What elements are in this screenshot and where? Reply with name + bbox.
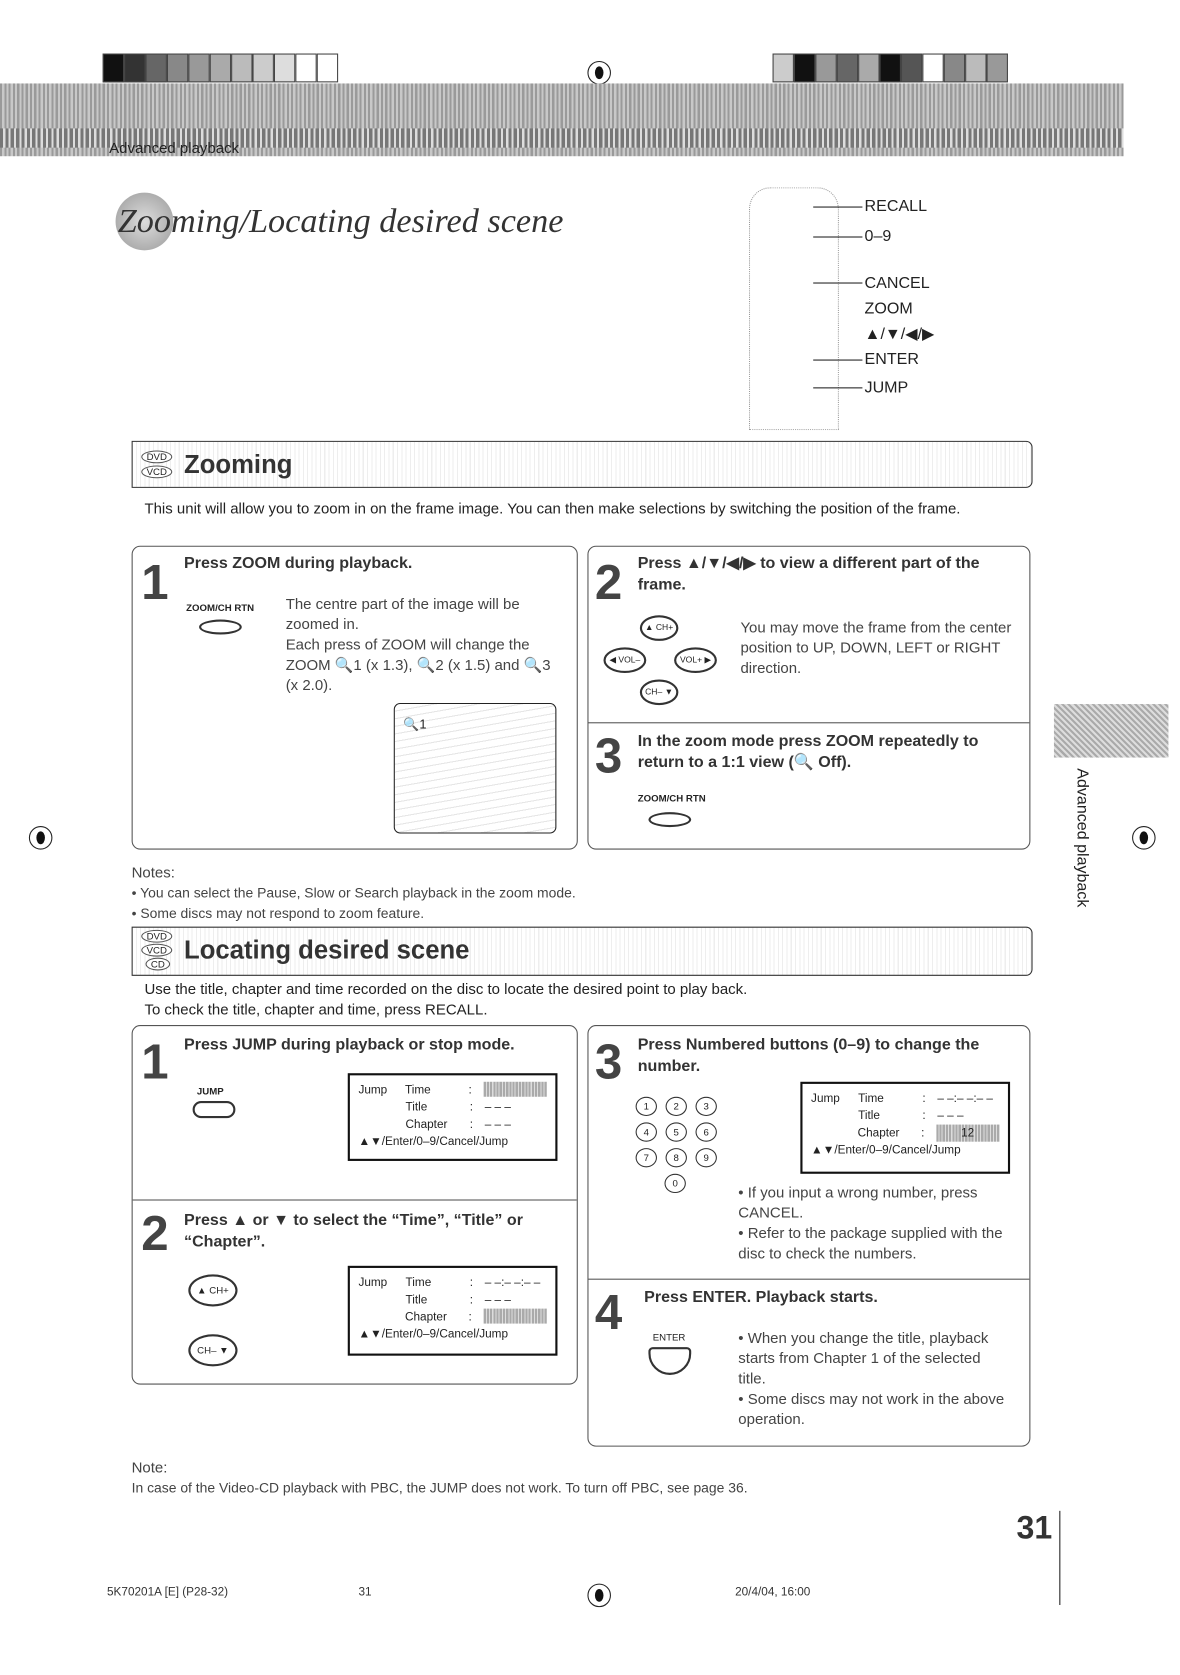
enter-button-icon (648, 1347, 691, 1375)
key-3-icon: 3 (696, 1097, 717, 1116)
callout-line (813, 387, 862, 388)
zoom-button-label: ZOOM/CH RTN (637, 792, 706, 804)
cd-badge: CD (146, 958, 171, 971)
osd-value: – – – (484, 1293, 511, 1307)
step-heading: Press ZOOM during playback. (184, 554, 413, 573)
key-0-icon: 0 (664, 1174, 685, 1193)
zooming-intro: This unit will allow you to zoom in on the frame image. You can then make selections by switching the position of the frame. (144, 499, 961, 517)
note-item: • You can select the Pause, Slow or Search playback in the zoom mode. (131, 884, 576, 901)
key-2-icon: 2 (666, 1097, 687, 1116)
step-heading: Press Numbered buttons (0–9) to change the number. (637, 1035, 980, 1076)
callout-line (813, 360, 862, 361)
remote-label-enter: ENTER (864, 349, 919, 369)
callout-line (813, 207, 862, 208)
callout-line (813, 282, 862, 283)
footer-date: 20/4/04, 16:00 (735, 1585, 811, 1599)
step-number: 4 (594, 1284, 623, 1340)
divider (589, 1279, 1030, 1280)
vol-right-button-icon: VOL+ ▶ (674, 647, 717, 673)
zooming-notes (132, 862, 576, 923)
footer-code: 5K70201A [E] (P28-32) (107, 1585, 229, 1599)
dvd-badge: DVD (141, 930, 172, 943)
remote-label-jump: JUMP (864, 378, 909, 397)
dvd-badge: DVD (141, 450, 172, 463)
osd-highlight (483, 1309, 547, 1324)
step-bullets (738, 1182, 1018, 1263)
bullet: • Refer to the package supplied with the disc to check the numbers. (738, 1224, 1003, 1262)
step-text: You may move the frame from the center position to UP, DOWN, LEFT or RIGHT direction. (740, 618, 1012, 677)
key-5-icon: 5 (666, 1122, 687, 1141)
ch-up-button-icon: ▲ CH+ (640, 615, 679, 641)
osd-label: Chapter (404, 1310, 447, 1324)
key-1-icon: 1 (636, 1097, 657, 1116)
osd-chapter-value: 12 (936, 1125, 1000, 1142)
jump-osd-step3 (800, 1082, 1010, 1174)
step-number: 2 (141, 1204, 169, 1261)
note-item: • Some discs may not respond to zoom feature. (131, 905, 425, 922)
ch-down-button-icon: CH– ▼ (188, 1334, 237, 1366)
key-9-icon: 9 (696, 1148, 717, 1167)
vol-left-button-icon: ◀ VOL– (603, 647, 646, 673)
divider (133, 1199, 577, 1200)
section-heading: Zooming (184, 450, 293, 480)
osd-colon: : (469, 1293, 474, 1307)
side-tab-label: Advanced playback (1073, 768, 1092, 908)
step-number: 2 (594, 554, 623, 610)
osd-label: Time (858, 1092, 884, 1106)
remote-label-cancel: CANCEL (864, 273, 930, 293)
osd-value: – –:– –:– – (937, 1092, 993, 1106)
note-title: Note: (131, 1458, 168, 1476)
bullet: • When you change the title, playback starts from Chapter 1 of the selected title. (738, 1328, 989, 1387)
osd-value: – –:– –:– – (484, 1276, 541, 1290)
intro-line: To check the title, chapter and time, press RECALL. (144, 1000, 488, 1018)
step-text-2: Each press of ZOOM will change the ZOOM 🔍1 (x 1.3), 🔍2 (x 1.5) and 🔍3 (x 2.0). (285, 635, 551, 694)
bullet: • If you input a wrong number, press CANCEL. (738, 1183, 978, 1221)
osd-label: Title (858, 1109, 880, 1123)
note-text: In case of the Video-CD playback with PBC, the JUMP does not work. To turn off PBC, see page 36. (131, 1479, 748, 1496)
color-bars-left (103, 54, 338, 83)
zoom-button-icon (199, 620, 242, 635)
osd-colon: : (921, 1126, 925, 1140)
color-bars-right (773, 54, 1008, 83)
step-heading: Press ▲/▼/◀/▶ to view a different part of the frame. (637, 554, 980, 594)
locating-intro (144, 979, 747, 1020)
step-bullets (738, 1328, 1006, 1430)
step-heading: Press JUMP during playback or stop mode. (184, 1035, 515, 1054)
remote-label-arrows: ▲/▼/◀/▶ (864, 325, 935, 344)
page-number: 31 (1016, 1510, 1053, 1547)
zoom-step-1 (132, 546, 578, 850)
locating-heading-bar (132, 927, 1033, 976)
osd-highlight (483, 1082, 547, 1097)
vcd-badge: VCD (141, 944, 172, 957)
osd-label: Jump (358, 1083, 388, 1097)
osd-label: Time (405, 1276, 432, 1290)
osd-label: Chapter (857, 1126, 900, 1140)
zoom-indicator: 🔍1 (403, 716, 427, 732)
jump-osd-step2 (348, 1266, 558, 1356)
number-keypad (636, 1092, 743, 1195)
step-heading: Press ENTER. Playback starts. (644, 1288, 878, 1307)
step-text (286, 594, 566, 696)
osd-label: Time (404, 1083, 431, 1097)
key-7-icon: 7 (636, 1148, 657, 1167)
divider (1059, 1511, 1060, 1605)
registration-mark-icon (587, 61, 611, 85)
callout-line (813, 236, 862, 237)
locate-step-3-4 (587, 1025, 1030, 1447)
divider (589, 722, 1030, 723)
notes-title: Notes: (131, 863, 175, 881)
osd-help: ▲▼/Enter/0–9/Cancel/Jump (358, 1327, 509, 1341)
ch-down-button-icon: CH– ▼ (640, 679, 679, 705)
zoom-step-2-3 (587, 546, 1030, 850)
section-heading: Locating desired scene (184, 936, 470, 966)
step-number: 3 (594, 1033, 623, 1090)
osd-colon: : (468, 1083, 472, 1097)
osd-colon: : (922, 1109, 926, 1123)
registration-mark-icon (29, 826, 53, 850)
osd-label: Title (405, 1293, 428, 1307)
osd-help: ▲▼/Enter/0–9/Cancel/Jump (358, 1135, 509, 1149)
remote-control-illustration (749, 187, 839, 430)
osd-label: Title (405, 1101, 428, 1114)
osd-colon: : (469, 1118, 474, 1131)
footer-page: 31 (358, 1585, 372, 1599)
side-tab (1054, 704, 1168, 758)
osd-colon: : (469, 1101, 474, 1114)
jump-button-icon (193, 1101, 236, 1118)
osd-label: Chapter (405, 1118, 448, 1131)
osd-value: – – – (484, 1101, 511, 1114)
step-number: 1 (141, 554, 169, 610)
intro-line: Use the title, chapter and time recorded on the disc to locate the desired point to play back. (144, 980, 748, 998)
ch-up-button-icon: ▲ CH+ (188, 1274, 237, 1306)
vcd-badge: VCD (141, 465, 172, 478)
remote-label-zoom: ZOOM (864, 299, 913, 318)
remote-label-digits: 0–9 (864, 226, 892, 246)
jump-button-label: JUMP (196, 1086, 224, 1097)
enter-button-label: ENTER (652, 1332, 686, 1343)
zoom-screen-illustration (394, 703, 557, 834)
step-number: 1 (141, 1033, 169, 1090)
jump-osd-step1 (348, 1073, 558, 1161)
zoom-button-icon (648, 812, 691, 827)
key-8-icon: 8 (666, 1148, 687, 1167)
osd-label: Jump (811, 1092, 840, 1106)
step-number: 3 (594, 727, 623, 784)
osd-value: – – – (937, 1109, 964, 1123)
registration-mark-icon (587, 1584, 611, 1608)
step-text-1: The centre part of the image will be zoomed in. (285, 594, 520, 633)
page-title: Zooming/Locating desired scene (117, 201, 564, 240)
section-label: Advanced playback (109, 139, 240, 157)
step-heading: Press ▲ or ▼ to select the “Time”, “Title” or “Chapter”. (184, 1211, 523, 1251)
osd-colon: : (922, 1092, 926, 1106)
osd-colon: : (469, 1276, 474, 1290)
remote-label-recall: RECALL (864, 196, 928, 216)
step-heading: In the zoom mode press ZOOM repeatedly to return to a 1:1 view (🔍 Off). (637, 731, 979, 772)
osd-label: Jump (358, 1276, 388, 1290)
bullet: • Some discs may not work in the above operation. (738, 1389, 1005, 1428)
locate-step-1-2 (132, 1025, 578, 1385)
zooming-heading-bar (132, 441, 1033, 488)
registration-mark-icon (1132, 826, 1156, 850)
zoom-button-label: ZOOM/CH RTN (186, 602, 255, 614)
locating-note (132, 1457, 748, 1498)
osd-colon: : (468, 1310, 472, 1324)
key-4-icon: 4 (636, 1122, 657, 1141)
osd-value: – – – (484, 1118, 511, 1131)
osd-help: ▲▼/Enter/0–9/Cancel/Jump (811, 1143, 961, 1157)
key-6-icon: 6 (696, 1122, 717, 1141)
